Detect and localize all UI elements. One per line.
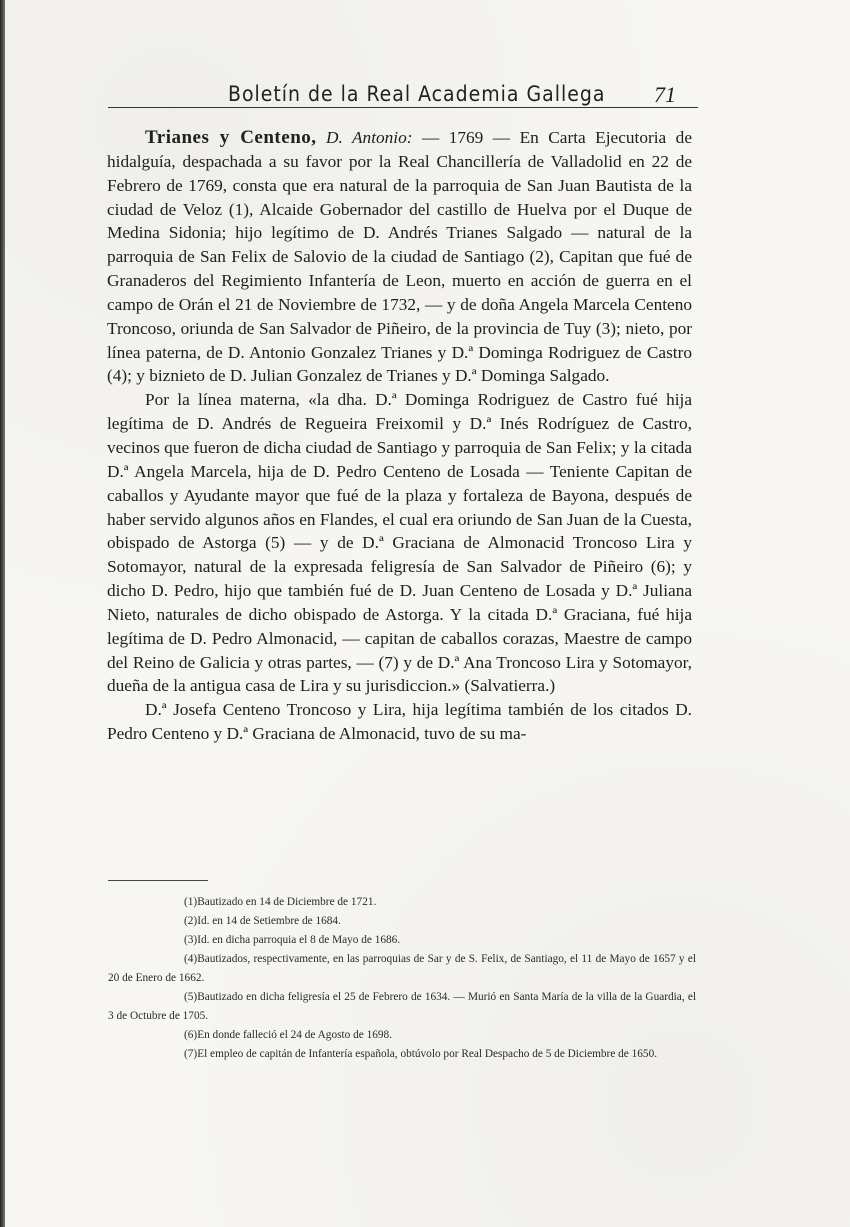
footnote-number: (7) [184, 1048, 198, 1060]
entry-given-name: D. Antonio: [326, 128, 413, 147]
footnote-text: Id. en dicha parroquia el 8 de Mayo de 1686. [197, 934, 401, 946]
paragraph-3: D.ª Josefa Centeno Troncoso y Lira, hija legítima también de los citados D. Pedro Centeno y D.ª Graciana de Almonacid, tuvo de su ma- [107, 700, 692, 744]
footnote [108, 931, 696, 950]
footnote [108, 912, 696, 931]
footnote-number: (1) [184, 896, 198, 908]
footnote [108, 1026, 696, 1045]
footnote-number: (6) [184, 1029, 198, 1041]
footnote [108, 893, 696, 912]
entry-name: Trianes y Centeno, [145, 127, 317, 148]
main-text [107, 126, 692, 746]
footnotes [108, 893, 696, 1064]
footnote-text: Bautizado en 14 de Diciembre de 1721. [197, 896, 377, 908]
footnote [108, 950, 696, 988]
page-header [108, 82, 698, 108]
paragraph-entry [107, 126, 692, 388]
footnote-number: (4) [184, 953, 198, 965]
footnote [108, 988, 696, 1026]
footnote-number: (5) [184, 991, 198, 1003]
running-head: Boletín de la Real Academia Gallega [228, 82, 606, 106]
footnote-text: En donde falleció el 24 de Agosto de 1698. [197, 1029, 393, 1041]
header-rule [108, 107, 698, 108]
paragraph-2: Por la línea materna, «la dha. D.ª Dominga Rodriguez de Castro fué hija legítima de D. Andrés de Regueira Freixomil y D.ª Inés Rodríguez de Castro, vecinos que fueron de dicha ciudad de Santiago y parroquia de San Felix; y la citada D.ª Angela Marcela, hija de D. Pedro Centeno de Losada — Teniente Capitan de caballos y Ayudante mayor que fué de la plaza y fortaleza de Bayona, después de haber servido algunos años en Flandes, el cual era oriundo de San Juan de la Cuesta, obispado de Astorga (5) — y de D.ª Graciana de Almonacid Troncoso Lira y Sotomayor, natural de la expresada feligresía de San Salvador de Piñeiro (6); y dicho D. Pedro, hijo que también fué de D. Juan Centeno de Losada y D.ª Juliana Nieto, naturales de dicho obispado de Astorga. Y la citada D.ª Graciana, fué hija legítima de D. Pedro Almonacid, — capitan de caballos corazas, Maestre de campo del Reino de Galicia y otras partes, — (7) y de D.ª Ana Troncoso Lira y Sotomayor, dueña de la antigua casa de Lira y su jurisdiccion.» (Salvatierra.) [107, 390, 692, 696]
page-number: 71 [654, 82, 676, 107]
footnote-text: Bautizados, respectivamente, en las parroquias de Sar y de S. Felix, de Santiago, el 11 de Mayo de 1657 y el 20 de Enero de 1662. [108, 953, 696, 984]
footnote-number: (3) [184, 934, 198, 946]
footnote-rule [108, 880, 208, 881]
footnote-number: (2) [184, 915, 198, 927]
footnote-text: Id. en 14 de Setiembre de 1684. [197, 915, 341, 927]
footnote-text: El empleo de capitán de Infantería española, obtúvolo por Real Despacho de 5 de Diciembre de 1650. [197, 1048, 658, 1060]
paragraph-1-text: — 1769 — En Carta Ejecutoria de hidalguía, despachada a su favor por la Real Chancillería de Valladolid en 22 de Febrero de 1769, consta que era natural de la parroquia de San Juan Bautista de la ciudad de Veloz (1), Alcaide Gobernador del castillo de Huelva por el Duque de Medina Sidonia; hijo legítimo de D. Andrés Trianes Salgado — natural de la parroquia de San Felix de Salovio de la ciudad de Santiago (2), Capitan que fué de Granaderos del Regimiento Infantería de Leon, muerto en acción de guerra en el campo de Orán el 21 de Noviembre de 1732, — y de doña Angela Marcela Centeno Troncoso, oriunda de San Salvador de Piñeiro, de la provincia de Tuy (3); nieto, por línea paterna, de D. Antonio Gonzalez Trianes y D.ª Dominga Rodriguez de Castro (4); y biznieto de D. Julian Gonzalez de Trianes y D.ª Dominga Salgado. [107, 128, 692, 386]
footnote-text: Bautizado en dicha feligresía el 25 de Febrero de 1634. — Murió en Santa María de la villa de la Guardia, el 3 de Octubre de 1705. [108, 991, 696, 1022]
binding-edge [0, 0, 5, 1227]
footnote [108, 1045, 696, 1064]
